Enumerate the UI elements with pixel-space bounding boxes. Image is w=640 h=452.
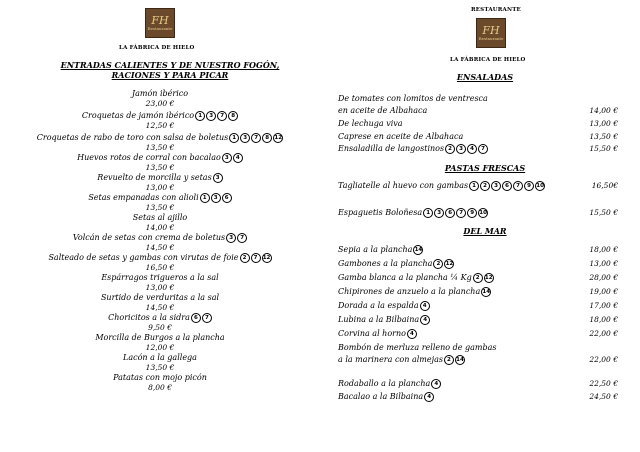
brand-name-left: LA FÁBRICA DE HIELO — [119, 45, 195, 51]
allergen-badge: 2 — [240, 253, 250, 263]
allergen-badge: 6 — [191, 313, 201, 323]
menu-item-name — [0, 272, 320, 283]
menu-item-price: 9,50 € — [148, 323, 172, 332]
allergen-badge: 4 — [431, 379, 441, 389]
menu-item-label: Caprese en aceite de Albahaca — [338, 132, 464, 141]
menu-item-label: Corvina al horno — [338, 329, 406, 338]
entradas-list — [0, 88, 320, 392]
menu-item-price: 16,50€ — [591, 181, 618, 190]
menu-item — [0, 332, 320, 352]
allergen-badge: 7 — [251, 133, 261, 143]
allergen-badge: 3 — [434, 208, 444, 218]
allergen-badge: 3 — [213, 173, 223, 183]
allergen-badge: 7 — [237, 233, 247, 243]
allergen-badge: 3 — [211, 193, 221, 203]
allergen-badge: 1 — [195, 111, 205, 121]
menu-item-name — [0, 132, 320, 143]
menu-item-price: 17,00 € — [589, 301, 618, 310]
menu-item-label: Salteado de setas y gambas con virutas de foie — [48, 253, 239, 262]
allergen-badge: 3 — [226, 233, 236, 243]
restaurant-logo: FH Restaurante — [145, 8, 175, 38]
allergen-badge: 2 — [473, 273, 483, 283]
menu-item-price: 15,50 € — [589, 208, 618, 217]
menu-item-name — [338, 328, 417, 339]
section-title-line2: RACIONES Y PARA PICAR — [111, 70, 229, 80]
menu-item — [0, 352, 320, 372]
menu-item-price: 18,00 € — [589, 315, 618, 324]
allergen-badge: 2 — [480, 181, 490, 191]
menu-item-name — [0, 110, 320, 121]
menu-item-name — [338, 354, 465, 365]
menu-item-label: De lechuga viva — [338, 119, 403, 128]
menu-item-line1: Bombón de merluza relleno de gambas — [338, 343, 497, 352]
menu-item-price: 15,50 € — [589, 144, 618, 153]
menu-item-label: Morcilla de Burgos a la plancha — [95, 333, 225, 342]
menu-item-price: 12,00 € — [145, 343, 175, 352]
menu-item-price: 13,00 € — [589, 119, 618, 128]
menu-item-price: 8,00 € — [148, 383, 172, 392]
allergen-badge: 10 — [479, 210, 487, 216]
section-title-ensaladas: ENSALADAS — [456, 72, 514, 82]
menu-item-price: 13,00 € — [145, 283, 175, 292]
menu-item-label: Tagliatelle al huevo con gambas — [338, 181, 469, 190]
menu-item — [0, 312, 320, 332]
allergen-badge: 7 — [202, 313, 212, 323]
menu-item — [0, 272, 320, 292]
allergen-badge: 6 — [445, 208, 455, 218]
menu-item-label: Huevos rotos de corral con bacalao — [77, 153, 221, 162]
menu-item-name — [338, 272, 494, 283]
allergen-badge: 10 — [536, 183, 544, 189]
menu-item-label: Ensaladilla de langostinos — [338, 144, 445, 153]
allergen-badge: 4 — [407, 329, 417, 339]
allergen-badge: 4 — [424, 392, 434, 402]
menu-item — [0, 152, 320, 172]
allergen-badge: 3 — [491, 181, 501, 191]
menu-item-price: 13,00 € — [589, 259, 618, 268]
allergen-badge: 2 — [445, 144, 455, 154]
allergen-badge: 9 — [524, 181, 534, 191]
menu-item-name — [0, 332, 320, 343]
menu-item-name — [338, 258, 454, 269]
menu-item-price: 13,50 € — [145, 363, 175, 372]
allergen-badge: 6 — [502, 181, 512, 191]
menu-item-name — [0, 212, 320, 223]
menu-item-price: 18,00 € — [589, 245, 618, 254]
menu-item-label: Choricitos a la sidra — [108, 313, 190, 322]
menu-item-price: 23,00 € — [145, 99, 175, 108]
menu-item-price: 13,50 € — [145, 143, 175, 152]
menu-item-label: Lacón a la gallega — [123, 353, 197, 362]
menu-item-label: Dorada a la espalda — [338, 301, 419, 310]
allergen-badge: 12 — [274, 135, 283, 141]
allergen-badge: 14 — [456, 357, 464, 363]
menu-item-label: a la marinera con almejas — [338, 355, 443, 364]
section-title-entradas — [40, 60, 300, 80]
allergen-badge: 3 — [240, 133, 250, 143]
restaurant-logo-right: FH Restaurante — [476, 18, 506, 48]
menu-item-name — [338, 118, 403, 129]
menu-item-label: Patatas con mojo picón — [113, 373, 207, 382]
menu-item-label: Croquetas de jamón ibérico — [81, 111, 195, 120]
menu-item-label: Setas empanadas con alioli — [88, 193, 199, 202]
allergen-badge: 1 — [423, 208, 433, 218]
menu-item-label: Surtido de verduritas a la sal — [100, 293, 220, 302]
menu-item-name — [0, 312, 320, 323]
menu-item — [0, 110, 320, 130]
allergen-badge: 14 — [414, 247, 423, 253]
menu-item-label: Espaguetis Boloñesa — [338, 208, 423, 217]
menu-item-label: Croquetas de rabo de toro con salsa de boletus — [36, 133, 229, 142]
allergen-badge: 9 — [467, 208, 477, 218]
allergen-badge: 7 — [251, 253, 261, 263]
menu-item-name — [338, 391, 434, 402]
menu-item-name — [338, 378, 441, 389]
menu-item — [0, 132, 320, 152]
allergen-badge: 1 — [469, 181, 479, 191]
menu-item-label: Volcán de setas con crema de boletus — [72, 233, 226, 242]
menu-item-label: Gamba blanca a la plancha ¼ Kg — [338, 273, 472, 282]
menu-item-price: 19,00 € — [589, 287, 618, 296]
allergen-badge: 3 — [222, 153, 232, 163]
menu-item-name — [338, 105, 427, 116]
allergen-badge: 7 — [478, 144, 488, 154]
menu-item-name — [0, 172, 320, 183]
menu-item-label: Lubina a la Bilbaina — [338, 315, 420, 324]
menu-item-label: Jamón ibérico — [131, 89, 189, 98]
menu-item-name — [0, 352, 320, 363]
menu-item-label: Gambones a la plancha — [338, 259, 433, 268]
allergen-badge: 4 — [420, 315, 430, 325]
allergen-badge: 14 — [482, 289, 491, 295]
menu-item-label: Sepia a la plancha — [338, 245, 413, 254]
menu-item-name — [0, 292, 320, 303]
menu-item — [0, 252, 320, 272]
allergen-badge: 2 — [444, 355, 454, 365]
menu-item-name — [338, 143, 488, 154]
menu-item-name — [0, 152, 320, 163]
menu-item — [0, 232, 320, 252]
menu-item-name — [338, 300, 430, 311]
allergen-badge: 12 — [262, 255, 271, 261]
menu-item-price: 12,50 € — [145, 121, 175, 130]
allergen-badge: 8 — [228, 111, 238, 121]
allergen-badge: 12 — [484, 275, 493, 281]
menu-item-name — [0, 232, 320, 243]
menu-item-label: Chipirones de anzuelo a la plancha — [338, 287, 481, 296]
menu-item-price: 22,50 € — [589, 379, 618, 388]
menu-item-name — [0, 88, 320, 99]
allergen-badge: 1 — [229, 133, 239, 143]
menu-item-name — [0, 192, 320, 203]
allergen-badge: 2 — [433, 259, 443, 269]
menu-item-price: 28,00 € — [589, 273, 618, 282]
menu-item — [0, 212, 320, 232]
menu-item-price: 13,50 € — [589, 132, 618, 141]
allergen-badge: 4 — [233, 153, 243, 163]
menu-item-name — [338, 207, 488, 218]
allergen-badge: 3 — [456, 144, 466, 154]
brand-name-right: LA FÁBRICA DE HIELO — [450, 57, 526, 63]
menu-item — [0, 292, 320, 312]
menu-item-name — [338, 180, 545, 191]
menu-item-name — [338, 286, 491, 297]
section-title-pastas: PASTAS FRESCAS — [444, 163, 526, 173]
menu-item-name — [0, 252, 320, 263]
menu-item-name — [338, 131, 463, 142]
menu-item-label: Rodaballo a la plancha — [338, 379, 431, 388]
menu-item-price: 14,00 € — [589, 106, 618, 115]
restaurant-label: RESTAURANTE — [471, 7, 521, 13]
menu-item-price: 24,50 € — [589, 392, 618, 401]
menu-item-price: 13,50 € — [145, 163, 175, 172]
menu-item-label: Bacalao a la Bilbaina — [338, 392, 424, 401]
menu-item-price: 22,00 € — [589, 355, 618, 364]
allergen-badge: 7 — [513, 181, 523, 191]
menu-item-line1: De tomates con lomitos de ventresca — [338, 94, 488, 103]
allergen-badge: 4 — [420, 301, 430, 311]
menu-item — [0, 372, 320, 392]
section-title-mar: DEL MAR — [463, 226, 507, 236]
menu-item-price: 13,00 € — [145, 183, 175, 192]
section-title-line1: ENTRADAS CALIENTES Y DE NUESTRO FOGÓN, — [60, 60, 280, 70]
menu-item-name — [338, 314, 430, 325]
allergen-badge: 12 — [445, 261, 454, 267]
menu-item-label: Espárragos trigueros a la sal — [101, 273, 219, 282]
menu-item-price: 13,50 € — [145, 203, 175, 212]
allergen-badge: 3 — [206, 111, 216, 121]
allergen-badge: 8 — [262, 133, 272, 143]
allergen-badge: 6 — [222, 193, 232, 203]
menu-item-price: 14,50 € — [145, 303, 175, 312]
menu-item-price: 16,50 € — [145, 263, 175, 272]
menu-item-name — [0, 372, 320, 383]
allergen-badge: 4 — [467, 144, 477, 154]
menu-item-label: Setas al ajillo — [132, 213, 188, 222]
menu-item — [0, 172, 320, 192]
allergen-badge: 7 — [217, 111, 227, 121]
menu-item-price: 14,50 € — [145, 243, 175, 252]
menu-item — [0, 192, 320, 212]
menu-item-price: 22,00 € — [589, 329, 618, 338]
menu-item — [0, 88, 320, 108]
menu-item-label: Revuelto de morcilla y setas — [97, 173, 212, 182]
menu-item-label: en aceite de Albahaca — [338, 106, 428, 115]
allergen-badge: 7 — [456, 208, 466, 218]
menu-item-price: 14,00 € — [145, 223, 175, 232]
menu-item-name — [338, 244, 423, 255]
allergen-badge: 1 — [200, 193, 210, 203]
